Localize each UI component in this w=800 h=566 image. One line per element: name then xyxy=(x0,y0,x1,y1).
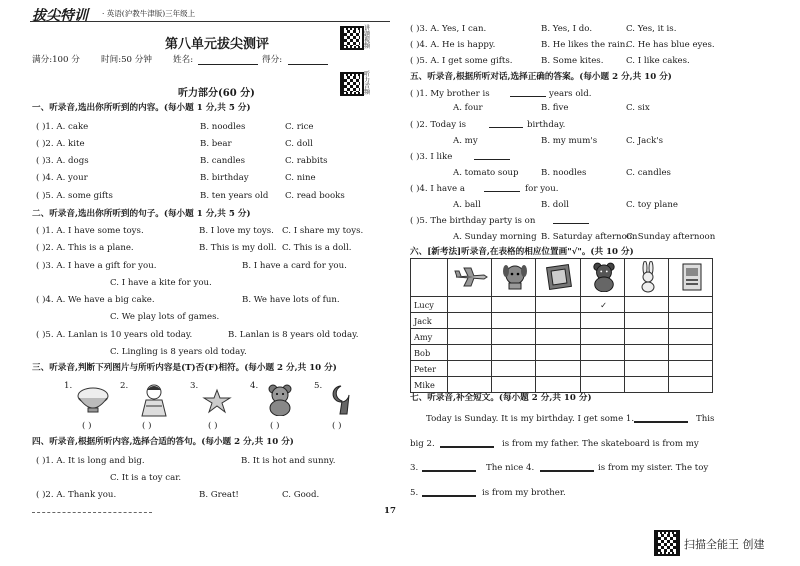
s6-cell[interactable] xyxy=(448,377,492,393)
s7-line4-tail: is from my brother. xyxy=(482,488,566,498)
s6-name: Amy xyxy=(411,329,448,345)
qr-code-audio xyxy=(340,72,364,96)
s4-q1-b: B. It is hot and sunny. xyxy=(241,456,336,466)
s4-q5[interactable]: ( )5. A. I get some gifts. xyxy=(410,56,513,66)
s6-header-row xyxy=(411,259,713,297)
s4-q4-c: C. He has blue eyes. xyxy=(626,40,715,50)
s5-q3[interactable]: ( )3. I like xyxy=(410,152,453,162)
teddy-bear-icon xyxy=(580,259,624,297)
s1-q3-b: B. candles xyxy=(200,156,245,166)
s6-cell[interactable] xyxy=(580,313,624,329)
s2-q5-c: C. Lingling is 8 years old today. xyxy=(110,347,247,357)
s3-num-4: 4. xyxy=(250,381,259,391)
score-total: 满分:100 分 xyxy=(32,55,80,65)
name-field[interactable] xyxy=(198,55,258,65)
s3-answer-1[interactable]: ( ) xyxy=(82,421,92,431)
s3-answer-2[interactable]: ( ) xyxy=(142,421,152,431)
s5-q5[interactable]: ( )5. The birthday party is on xyxy=(410,216,536,226)
s5-q1-tail: years old. xyxy=(549,89,592,99)
test-title: 第八单元拔尖测评 xyxy=(165,37,270,52)
score-field[interactable] xyxy=(288,55,328,65)
s6-cell[interactable] xyxy=(668,345,712,361)
s6-cell[interactable] xyxy=(492,361,536,377)
s3-num-1: 1. xyxy=(64,381,73,391)
s4-q1-c: C. It is a toy car. xyxy=(110,473,182,483)
s4-q4-b: B. He likes the rain. xyxy=(541,40,629,50)
s1-q3[interactable]: ( )3. A. dogs xyxy=(36,156,89,166)
s5-q5-a: A. Sunday morning xyxy=(453,232,537,242)
s4-q2-c: C. Good. xyxy=(282,490,320,500)
s6-name: Lucy xyxy=(411,297,448,313)
s1-q4-c: C. nine xyxy=(285,173,316,183)
s4-q3-b: B. Yes, I do. xyxy=(541,24,593,34)
s7-line3-mid: The nice 4. xyxy=(486,463,535,473)
s6-cell[interactable] xyxy=(624,377,668,393)
s7-blank-3[interactable] xyxy=(422,461,476,472)
book-subtitle: · 英语(沪教牛津版)三年级上 xyxy=(102,9,196,18)
s1-q3-c: C. rabbits xyxy=(285,156,328,166)
s2-heading: 二、听录音,选出你所听到的句子。(每小题 1 分,共 5 分) xyxy=(32,209,251,219)
s6-cell[interactable] xyxy=(448,361,492,377)
s6-cell[interactable] xyxy=(536,329,580,345)
s4-q3[interactable]: ( )3. A. Yes, I can. xyxy=(410,24,487,34)
toy-rabbit-icon xyxy=(624,259,668,297)
s1-q2[interactable]: ( )2. A. kite xyxy=(36,139,85,149)
s5-q5-b: B. Saturday afternoon xyxy=(541,232,638,242)
doll-icon xyxy=(140,384,168,422)
s6-name: Peter xyxy=(411,361,448,377)
s3-num-2: 2. xyxy=(120,381,129,391)
s3-heading: 三、听录音,判断下列图片与所听内容是(T)否(F)相符。(每小题 2 分,共 10 分) xyxy=(32,363,337,373)
s6-table xyxy=(410,258,713,393)
s6-cell[interactable] xyxy=(624,329,668,345)
s6-cell[interactable] xyxy=(580,345,624,361)
s5-q1-a: A. four xyxy=(453,103,483,113)
book-icon xyxy=(668,259,712,297)
s5-q3-blank[interactable] xyxy=(474,150,510,160)
s7-line1: Today is Sunday. It is my birthday. I get some 1. xyxy=(426,414,635,424)
left-bottom-dashes xyxy=(32,512,152,513)
toy-plane-icon xyxy=(448,259,492,297)
time-limit: 时间:50 分钟 xyxy=(101,55,152,65)
s5-q2-b: B. my mum's xyxy=(541,136,598,146)
s7-blank-1[interactable] xyxy=(634,412,688,423)
qr-label-audio: 听力音频 xyxy=(364,71,371,96)
s5-q1[interactable]: ( )1. My brother is xyxy=(410,89,490,99)
s5-q2-c: C. Jack's xyxy=(626,136,664,146)
s5-q5-blank[interactable] xyxy=(553,214,589,224)
s7-line3: 3. xyxy=(410,463,419,473)
s4-q5-c: C. I like cakes. xyxy=(626,56,690,66)
s7-blank-2[interactable] xyxy=(440,437,494,448)
s2-q4-c: C. We play lots of games. xyxy=(110,312,220,322)
s1-q5-b: B. ten years old xyxy=(200,191,269,201)
s6-cell[interactable] xyxy=(492,377,536,393)
s5-q4[interactable]: ( )4. I have a xyxy=(410,184,465,194)
page-number: 17 xyxy=(384,506,396,516)
s2-q5[interactable]: ( )5. A. Lanlan is 10 years old today. xyxy=(36,330,193,340)
s6-cell[interactable] xyxy=(668,329,712,345)
s2-q2[interactable]: ( )2. A. This is a plane. xyxy=(36,243,134,253)
s5-q4-tail: for you. xyxy=(525,184,559,194)
s1-q4-b: B. birthday xyxy=(200,173,249,183)
s7-blank-5[interactable] xyxy=(422,486,476,497)
s2-q2-c: C. This is a doll. xyxy=(282,243,352,253)
s6-cell[interactable] xyxy=(536,297,580,313)
s2-q3[interactable]: ( )3. A. I have a gift for you. xyxy=(36,261,157,271)
s6-cell[interactable] xyxy=(580,361,624,377)
s6-cell[interactable] xyxy=(448,297,492,313)
s1-q2-c: C. doll xyxy=(285,139,313,149)
s2-q5-b: B. Lanlan is 8 years old today. xyxy=(228,330,359,340)
s6-check-mark[interactable]: ✓ xyxy=(580,297,624,313)
s6-cell[interactable] xyxy=(448,345,492,361)
s6-cell[interactable] xyxy=(492,297,536,313)
s7-line2: big 2. xyxy=(410,439,435,449)
s6-cell[interactable] xyxy=(536,377,580,393)
s5-heading: 五、听录音,根据所听对话,选择正确的答案。(每小题 2 分,共 10 分) xyxy=(410,72,672,82)
s5-q5-c: C. Sunday afternoon xyxy=(626,232,716,242)
brand-logo: 拔尖特训 xyxy=(32,8,88,24)
s5-q4-b: B. doll xyxy=(541,200,569,210)
s6-cell[interactable] xyxy=(448,313,492,329)
s5-q3-b: B. noodles xyxy=(541,168,587,178)
s5-q1-c: C. six xyxy=(626,103,650,113)
s5-q1-b: B. five xyxy=(541,103,569,113)
star-toy-icon xyxy=(202,388,232,418)
watermark-text: 扫描全能王 创建 xyxy=(684,538,765,551)
s7-line4: 5. xyxy=(410,488,419,498)
s6-cell[interactable] xyxy=(492,329,536,345)
s6-cell[interactable] xyxy=(536,361,580,377)
toy-dog-icon xyxy=(492,259,536,297)
s4-q3-c: C. Yes, it is. xyxy=(626,24,677,34)
s6-cell[interactable] xyxy=(492,345,536,361)
s3-num-5: 5. xyxy=(314,381,323,391)
s1-q5[interactable]: ( )5. A. some gifts xyxy=(36,191,113,201)
qr-code-video xyxy=(340,26,364,50)
s6-name: Bob xyxy=(411,345,448,361)
s6-cell[interactable] xyxy=(668,377,712,393)
s4-q4[interactable]: ( )4. A. He is happy. xyxy=(410,40,496,50)
s1-q1[interactable]: ( )1. A. cake xyxy=(36,122,89,132)
s7-heading: 七、听录音,补全短文。(每小题 2 分,共 10 分) xyxy=(410,393,592,403)
s5-q4-a: A. ball xyxy=(453,200,481,210)
s6-cell[interactable] xyxy=(624,361,668,377)
s6-row-bob xyxy=(411,345,713,361)
s3-answer-3[interactable]: ( ) xyxy=(208,421,218,431)
s6-cell[interactable] xyxy=(536,313,580,329)
s5-q1-blank[interactable] xyxy=(510,87,546,97)
s5-q4-c: C. toy plane xyxy=(626,200,678,210)
s6-cell[interactable] xyxy=(624,297,668,313)
s7-line2-tail: is from my father. The skateboard is from my xyxy=(502,439,699,449)
s6-cell[interactable] xyxy=(668,313,712,329)
s3-answer-4[interactable]: ( ) xyxy=(270,421,280,431)
s2-q1-b: B. I love my toys. xyxy=(199,226,274,236)
s6-row-mike xyxy=(411,377,713,393)
s6-row-peter xyxy=(411,361,713,377)
s6-heading: 六、[新考法]听录音,在表格的相应位置画"√"。(共 10 分) xyxy=(410,247,634,257)
s4-q2-b: B. Great! xyxy=(199,490,239,500)
s6-cell[interactable] xyxy=(624,345,668,361)
s1-q5-c: C. read books xyxy=(285,191,345,201)
s6-row-lucy xyxy=(411,297,713,313)
s6-cell[interactable] xyxy=(492,313,536,329)
number-nine-icon xyxy=(330,384,352,420)
s2-q4[interactable]: ( )4. A. We have a big cake. xyxy=(36,295,155,305)
s6-row-amy xyxy=(411,329,713,345)
s4-heading: 四、听录音,根据所听内容,选择合适的答句。(每小题 2 分,共 10 分) xyxy=(32,437,294,447)
score-label: 得分: xyxy=(262,55,283,65)
s2-q2-b: B. This is my doll. xyxy=(199,243,277,253)
s6-cell[interactable] xyxy=(668,297,712,313)
s5-q3-a: A. tomato soup xyxy=(453,168,519,178)
listening-section-title: 听力部分(60 分) xyxy=(178,88,255,99)
qr-label-video: 讲题视频 xyxy=(364,25,371,50)
s4-q1[interactable]: ( )1. A. It is long and big. xyxy=(36,456,145,466)
rice-bowl-icon xyxy=(76,386,110,418)
s5-q2[interactable]: ( )2. Today is xyxy=(410,120,466,130)
s6-cell[interactable] xyxy=(624,313,668,329)
s6-name: Mike xyxy=(411,377,448,393)
s1-q1-b: B. noodles xyxy=(200,122,246,132)
s4-q5-b: B. Some kites. xyxy=(541,56,604,66)
s7-blank-4[interactable] xyxy=(540,461,594,472)
s5-q2-blank[interactable] xyxy=(489,118,523,128)
s7-line3-tail: is from my sister. The toy xyxy=(598,463,709,473)
s2-q3-c: C. I have a kite for you. xyxy=(110,278,212,288)
s3-answer-5[interactable]: ( ) xyxy=(332,421,342,431)
watermark-qr-code xyxy=(654,530,680,556)
s2-q3-b: B. I have a card for you. xyxy=(242,261,347,271)
s7-line1-tail: This xyxy=(696,414,715,424)
s6-name: Jack xyxy=(411,313,448,329)
s6-cell[interactable] xyxy=(580,329,624,345)
s4-q2[interactable]: ( )2. A. Thank you. xyxy=(36,490,117,500)
s2-q1-c: C. I share my toys. xyxy=(282,226,364,236)
s6-cell[interactable] xyxy=(536,345,580,361)
s1-q4[interactable]: ( )4. A. your xyxy=(36,173,88,183)
s1-q2-b: B. bear xyxy=(200,139,232,149)
s2-q4-b: B. We have lots of fun. xyxy=(242,295,340,305)
s6-cell[interactable] xyxy=(448,329,492,345)
s6-cell[interactable] xyxy=(580,377,624,393)
s1-q1-c: C. rice xyxy=(285,122,314,132)
header-rule xyxy=(30,21,390,22)
s6-cell[interactable] xyxy=(668,361,712,377)
s5-q4-blank[interactable] xyxy=(484,182,520,192)
s6-row-jack xyxy=(411,313,713,329)
s5-q2-a: A. my xyxy=(453,136,478,146)
s5-q2-tail: birthday. xyxy=(527,120,566,130)
s3-num-3: 3. xyxy=(190,381,199,391)
board-game-icon xyxy=(536,259,580,297)
teddy-bear-icon xyxy=(266,384,294,420)
s6-corner xyxy=(411,259,448,297)
s2-q1[interactable]: ( )1. A. I have some toys. xyxy=(36,226,144,236)
s1-heading: 一、听录音,选出你所听到的内容。(每小题 1 分,共 5 分) xyxy=(32,103,251,113)
s5-q3-c: C. candles xyxy=(626,168,671,178)
name-label: 姓名: xyxy=(173,55,194,65)
